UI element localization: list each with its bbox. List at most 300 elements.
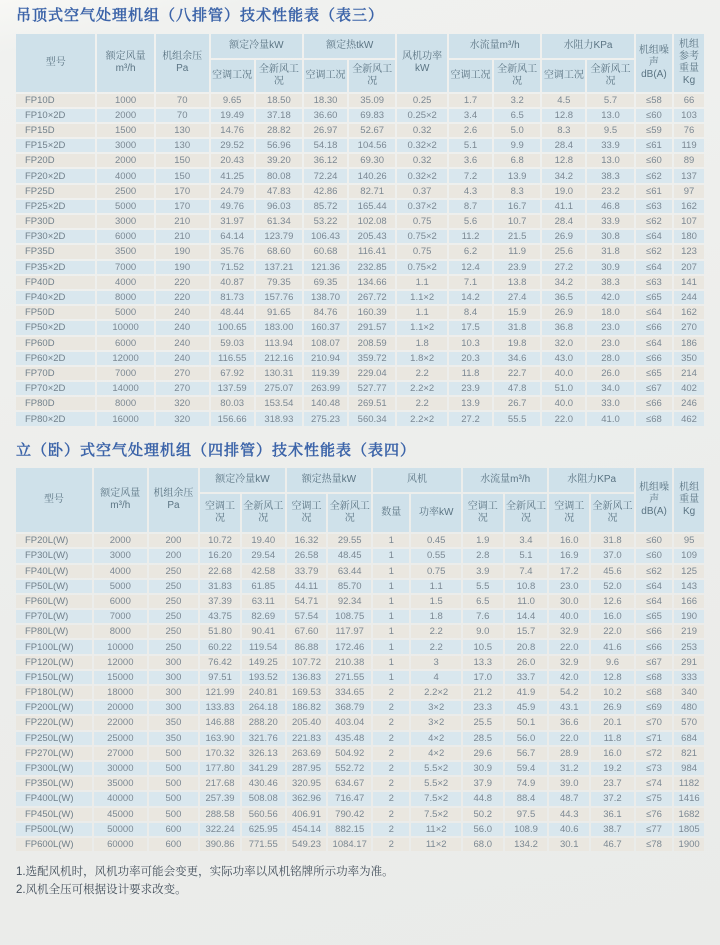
model-cell: FP80L(W) — [16, 625, 92, 638]
header-cell: 机组参考重量 Kg — [674, 34, 704, 92]
value-cell: 8000 — [97, 397, 153, 410]
value-cell: 12.8 — [542, 109, 585, 122]
header-cell: 额定热量kW — [287, 468, 371, 492]
value-cell: 1.5 — [411, 595, 461, 608]
value-cell: 7000 — [94, 610, 147, 623]
value-cell: 270 — [156, 382, 209, 395]
value-cell: 137 — [674, 169, 704, 182]
value-cell: 2.2 — [411, 640, 461, 653]
value-cell: 26.9 — [591, 701, 634, 714]
subheader-cell: 数量 — [373, 494, 409, 532]
value-cell: 240 — [156, 306, 209, 319]
value-cell: 1084.17 — [328, 838, 371, 851]
value-cell: ≤73 — [636, 762, 672, 775]
value-cell: 79.35 — [256, 276, 302, 289]
value-cell: 320 — [156, 397, 209, 410]
value-cell: 141 — [674, 276, 704, 289]
value-cell: 716.47 — [328, 792, 371, 805]
value-cell: 51.80 — [200, 625, 240, 638]
value-cell: 1000 — [97, 94, 153, 107]
value-cell: 527.77 — [349, 382, 395, 395]
value-cell: 150 — [156, 169, 209, 182]
subheader-cell: 全新风工况 — [328, 494, 371, 532]
value-cell: 32.9 — [549, 625, 589, 638]
value-cell: 41.25 — [211, 169, 254, 182]
value-cell: 35000 — [94, 777, 147, 790]
value-cell: 153.54 — [256, 397, 302, 410]
value-cell: 42.0 — [587, 291, 633, 304]
value-cell: 119.39 — [304, 367, 347, 380]
value-cell: 5.1 — [449, 139, 492, 152]
table-row — [16, 716, 704, 729]
value-cell: 5000 — [97, 306, 153, 319]
model-cell: FP30L(W) — [16, 549, 92, 562]
value-cell: 76 — [674, 124, 704, 137]
value-cell: ≤66 — [636, 625, 672, 638]
table-row — [16, 808, 704, 821]
value-cell: 350 — [674, 352, 704, 365]
value-cell: 2000 — [97, 109, 153, 122]
table-row — [16, 139, 704, 152]
value-cell: 36.6 — [549, 716, 589, 729]
value-cell: 3.4 — [449, 109, 492, 122]
value-cell: 2000 — [97, 154, 153, 167]
value-cell: 121.36 — [304, 261, 347, 274]
value-cell: ≤65 — [636, 610, 672, 623]
value-cell: 821 — [674, 747, 704, 760]
value-cell: 244 — [674, 291, 704, 304]
subheader-cell: 空调工况 — [304, 60, 347, 92]
subheader-cell: 全新风工况 — [349, 60, 395, 92]
value-cell: 9.9 — [494, 139, 540, 152]
value-cell: 36.60 — [304, 109, 347, 122]
value-cell: 549.23 — [287, 838, 327, 851]
value-cell: 64.14 — [211, 230, 254, 243]
value-cell: ≤66 — [636, 640, 672, 653]
value-cell: 1 — [373, 565, 409, 578]
value-cell: 0.32 — [397, 154, 447, 167]
value-cell: 31.2 — [549, 762, 589, 775]
table-row — [16, 549, 704, 562]
value-cell: ≤64 — [636, 230, 672, 243]
table-row — [16, 580, 704, 593]
value-cell: 24.79 — [211, 185, 254, 198]
value-cell: 38.3 — [587, 276, 633, 289]
value-cell: 137.59 — [211, 382, 254, 395]
value-cell: 7.6 — [463, 610, 503, 623]
value-cell: 30.1 — [549, 838, 589, 851]
table-row — [16, 109, 704, 122]
table-row — [16, 565, 704, 578]
subheader-cell: 空调工况 — [287, 494, 327, 532]
value-cell: 29.55 — [328, 534, 371, 547]
value-cell: 10.72 — [200, 534, 240, 547]
table-row — [16, 747, 704, 760]
table-row — [16, 215, 704, 228]
value-cell: 38.3 — [587, 169, 633, 182]
value-cell: 42.58 — [242, 565, 285, 578]
value-cell: 4000 — [97, 276, 153, 289]
value-cell: 1.1 — [411, 580, 461, 593]
value-cell: 240 — [156, 337, 209, 350]
value-cell: 271.55 — [328, 671, 371, 684]
value-cell: 30.0 — [549, 595, 589, 608]
value-cell: 3.2 — [494, 94, 540, 107]
value-cell: 70 — [156, 94, 209, 107]
value-cell: 4000 — [94, 565, 147, 578]
value-cell: 97 — [674, 185, 704, 198]
value-cell: 250 — [149, 640, 199, 653]
value-cell: 5.7 — [587, 94, 633, 107]
subheader-cell: 全新风工况 — [591, 494, 634, 532]
value-cell: 14.76 — [211, 124, 254, 137]
value-cell: 180 — [674, 230, 704, 243]
value-cell: 8.3 — [494, 185, 540, 198]
value-cell: 37.2 — [591, 792, 634, 805]
header-cell: 风机功率 kW — [397, 34, 447, 92]
value-cell: 0.32×2 — [397, 139, 447, 152]
model-cell: FP40D — [16, 276, 95, 289]
value-cell: 462 — [674, 412, 704, 425]
value-cell: 160.39 — [349, 306, 395, 319]
value-cell: 96.03 — [256, 200, 302, 213]
value-cell: 221.83 — [287, 732, 327, 745]
value-cell: 17.0 — [463, 671, 503, 684]
value-cell: 2000 — [94, 534, 147, 547]
value-cell: ≤76 — [636, 808, 672, 821]
value-cell: 291 — [674, 656, 704, 669]
value-cell: 240 — [156, 352, 209, 365]
table3-title: 吊顶式空气处理机组（八排管）技术性能表（表三） — [16, 7, 385, 24]
value-cell: 48.44 — [211, 306, 254, 319]
value-cell: 102.08 — [349, 215, 395, 228]
value-cell: 16.7 — [494, 200, 540, 213]
value-cell: 26.97 — [304, 124, 347, 137]
model-cell: FP60D — [16, 337, 95, 350]
value-cell: 2 — [373, 777, 409, 790]
value-cell: 20.1 — [591, 716, 634, 729]
value-cell: 41.6 — [591, 640, 634, 653]
value-cell: 60.22 — [200, 640, 240, 653]
value-cell: 3000 — [97, 215, 153, 228]
table-row — [16, 792, 704, 805]
value-cell: 40.0 — [542, 397, 585, 410]
value-cell: ≤62 — [636, 169, 672, 182]
header-cell: 额定热tkW — [304, 34, 395, 58]
value-cell: 170 — [156, 185, 209, 198]
model-cell: FP400L(W) — [16, 792, 92, 805]
value-cell: 30.8 — [587, 230, 633, 243]
value-cell: 430.46 — [242, 777, 285, 790]
value-cell: 56.7 — [505, 747, 548, 760]
table-row — [16, 412, 704, 425]
table-row — [16, 671, 704, 684]
value-cell: 88.4 — [505, 792, 548, 805]
value-cell: 27000 — [94, 747, 147, 760]
value-cell: 500 — [149, 777, 199, 790]
value-cell: ≤58 — [636, 94, 672, 107]
value-cell: 28.4 — [542, 215, 585, 228]
value-cell: 9.5 — [587, 124, 633, 137]
table-row — [16, 367, 704, 380]
model-cell: FP20×2D — [16, 169, 95, 182]
subheader-cell: 空调工况 — [542, 60, 585, 92]
model-cell: FP35D — [16, 245, 95, 258]
model-cell: FP25D — [16, 185, 95, 198]
table-row — [16, 200, 704, 213]
value-cell: 44.11 — [287, 580, 327, 593]
value-cell: 67.92 — [211, 367, 254, 380]
value-cell: 26.9 — [542, 306, 585, 319]
value-cell: 23.2 — [587, 185, 633, 198]
value-cell: 3500 — [97, 245, 153, 258]
value-cell: 70 — [156, 109, 209, 122]
value-cell: 4.5 — [542, 94, 585, 107]
value-cell: 54.71 — [287, 595, 327, 608]
value-cell: 107 — [674, 215, 704, 228]
value-cell: 250 — [149, 580, 199, 593]
value-cell: 2 — [373, 747, 409, 760]
value-cell: 37.9 — [463, 777, 503, 790]
value-cell: 63.11 — [242, 595, 285, 608]
value-cell: 140.26 — [349, 169, 395, 182]
value-cell: 20000 — [94, 701, 147, 714]
value-cell: 27.2 — [449, 412, 492, 425]
value-cell: 12.8 — [542, 154, 585, 167]
value-cell: 8.7 — [449, 200, 492, 213]
value-cell: 0.75×2 — [397, 261, 447, 274]
model-cell: FP300L(W) — [16, 762, 92, 775]
value-cell: 3000 — [94, 549, 147, 562]
table-row — [16, 640, 704, 653]
value-cell: 264.18 — [242, 701, 285, 714]
value-cell: 7.5×2 — [411, 808, 461, 821]
value-cell: 1.8×2 — [397, 352, 447, 365]
value-cell: 504.92 — [328, 747, 371, 760]
value-cell: 146.88 — [200, 716, 240, 729]
model-cell: FP50L(W) — [16, 580, 92, 593]
value-cell: 31.97 — [211, 215, 254, 228]
value-cell: 69.35 — [304, 276, 347, 289]
value-cell: 37.18 — [256, 109, 302, 122]
value-cell: 56.0 — [463, 823, 503, 836]
value-cell: 35.09 — [349, 94, 395, 107]
value-cell: 882.15 — [328, 823, 371, 836]
value-cell: 36.8 — [542, 321, 585, 334]
value-cell: ≤66 — [636, 397, 672, 410]
value-cell: ≤64 — [636, 580, 672, 593]
value-cell: 25000 — [94, 732, 147, 745]
value-cell: 270 — [674, 321, 704, 334]
value-cell: 28.82 — [256, 124, 302, 137]
value-cell: 40000 — [94, 792, 147, 805]
value-cell: 30.9 — [463, 762, 503, 775]
value-cell: 300 — [149, 686, 199, 699]
value-cell: 31.8 — [591, 534, 634, 547]
value-cell: 3 — [411, 656, 461, 669]
header-cell: 机组噪声 dB(A) — [636, 468, 672, 532]
header-cell: 型号 — [16, 34, 95, 92]
value-cell: 40.6 — [549, 823, 589, 836]
table-row — [16, 732, 704, 745]
value-cell: ≤64 — [636, 337, 672, 350]
value-cell: 1 — [373, 549, 409, 562]
value-cell: 208.59 — [349, 337, 395, 350]
model-cell: FP20L(W) — [16, 534, 92, 547]
value-cell: 43.75 — [200, 610, 240, 623]
value-cell: 6.5 — [494, 109, 540, 122]
subheader-cell: 全新风工况 — [494, 60, 540, 92]
value-cell: 23.7 — [591, 777, 634, 790]
value-cell: 5.5 — [463, 580, 503, 593]
value-cell: 2.2×2 — [397, 412, 447, 425]
value-cell: 26.0 — [587, 367, 633, 380]
value-cell: 41.1 — [542, 200, 585, 213]
value-cell: 51.0 — [542, 382, 585, 395]
value-cell: 1.9 — [463, 534, 503, 547]
value-cell: 44.3 — [549, 808, 589, 821]
value-cell: 320.95 — [287, 777, 327, 790]
value-cell: 56.0 — [505, 732, 548, 745]
value-cell: 18.50 — [256, 94, 302, 107]
value-cell: 11.8 — [449, 367, 492, 380]
value-cell: 28.9 — [549, 747, 589, 760]
value-cell: 0.37×2 — [397, 200, 447, 213]
header-cell: 额定冷量kW — [211, 34, 302, 58]
value-cell: 183.00 — [256, 321, 302, 334]
value-cell: 300 — [149, 701, 199, 714]
value-cell: 1 — [373, 534, 409, 547]
header-cell: 机组重量 Kg — [674, 468, 704, 532]
value-cell: 34.0 — [587, 382, 633, 395]
value-cell: 117.97 — [328, 625, 371, 638]
table-row — [16, 625, 704, 638]
value-cell: 71.52 — [211, 261, 254, 274]
value-cell: 150 — [156, 154, 209, 167]
value-cell: 3.6 — [449, 154, 492, 167]
value-cell: 10.3 — [449, 337, 492, 350]
value-cell: ≤66 — [636, 321, 672, 334]
value-cell: 33.0 — [587, 397, 633, 410]
value-cell: 320 — [156, 412, 209, 425]
value-cell: 23.9 — [494, 261, 540, 274]
value-cell: 9.65 — [211, 94, 254, 107]
value-cell: 21.5 — [494, 230, 540, 243]
value-cell: 13.9 — [449, 397, 492, 410]
value-cell: 46.7 — [591, 838, 634, 851]
value-cell: 560.56 — [242, 808, 285, 821]
value-cell: 600 — [149, 838, 199, 851]
value-cell: 341.29 — [242, 762, 285, 775]
model-cell: FP10D — [16, 94, 95, 107]
value-cell: 67.60 — [287, 625, 327, 638]
value-cell: 123 — [674, 245, 704, 258]
value-cell: 7.1 — [449, 276, 492, 289]
value-cell: 107.72 — [287, 656, 327, 669]
value-cell: 10.5 — [463, 640, 503, 653]
value-cell: 2500 — [97, 185, 153, 198]
model-cell: FP180L(W) — [16, 686, 92, 699]
value-cell: 326.13 — [242, 747, 285, 760]
value-cell: 6.8 — [494, 154, 540, 167]
value-cell: 4×2 — [411, 747, 461, 760]
value-cell: 250 — [149, 595, 199, 608]
value-cell: 162 — [674, 306, 704, 319]
value-cell: 190 — [674, 610, 704, 623]
footnotes — [16, 864, 706, 900]
value-cell: 288.58 — [200, 808, 240, 821]
value-cell: 350 — [149, 732, 199, 745]
value-cell: 100.65 — [211, 321, 254, 334]
value-cell: 16000 — [97, 412, 153, 425]
value-cell: 0.75 — [397, 215, 447, 228]
value-cell: 47.8 — [494, 382, 540, 395]
value-cell: 186 — [674, 337, 704, 350]
value-cell: 2 — [373, 732, 409, 745]
value-cell: 14000 — [97, 382, 153, 395]
value-cell: 5000 — [97, 200, 153, 213]
value-cell: 13.0 — [587, 154, 633, 167]
value-cell: 11×2 — [411, 823, 461, 836]
value-cell: 1.1 — [397, 306, 447, 319]
value-cell: 52.0 — [591, 580, 634, 593]
value-cell: 333 — [674, 671, 704, 684]
footnote-2: 2.风机全压可根据设计要求改变。 — [16, 883, 187, 896]
value-cell: 10.7 — [494, 215, 540, 228]
value-cell: 56.96 — [256, 139, 302, 152]
model-cell: FP250L(W) — [16, 732, 92, 745]
value-cell: 170.32 — [200, 747, 240, 760]
value-cell: 18.0 — [587, 306, 633, 319]
value-cell: 22.0 — [549, 640, 589, 653]
value-cell: 23.0 — [587, 337, 633, 350]
value-cell: 3×2 — [411, 716, 461, 729]
value-cell: 136.83 — [287, 671, 327, 684]
value-cell: 0.32 — [397, 124, 447, 137]
table-row — [16, 610, 704, 623]
value-cell: 1.1×2 — [397, 321, 447, 334]
value-cell: 97.51 — [200, 671, 240, 684]
table-row — [16, 823, 704, 836]
value-cell: 3.9 — [463, 565, 503, 578]
value-cell: 45000 — [94, 808, 147, 821]
value-cell: 23.0 — [587, 321, 633, 334]
value-cell: 86.88 — [287, 640, 327, 653]
table-row — [16, 276, 704, 289]
value-cell: 84.76 — [304, 306, 347, 319]
value-cell: 23.3 — [463, 701, 503, 714]
model-cell: FP70L(W) — [16, 610, 92, 623]
value-cell: 90.41 — [242, 625, 285, 638]
value-cell: 2 — [373, 808, 409, 821]
model-cell: FP30D — [16, 215, 95, 228]
value-cell: 625.95 — [242, 823, 285, 836]
value-cell: 5.5×2 — [411, 762, 461, 775]
value-cell: 10000 — [97, 321, 153, 334]
value-cell: 39.20 — [256, 154, 302, 167]
value-cell: 334.65 — [328, 686, 371, 699]
table3-section — [14, 6, 706, 428]
value-cell: 22.0 — [549, 732, 589, 745]
value-cell: 172.46 — [328, 640, 371, 653]
table-row — [16, 230, 704, 243]
value-cell: 684 — [674, 732, 704, 745]
value-cell: 12000 — [94, 656, 147, 669]
model-cell: FP50×2D — [16, 321, 95, 334]
value-cell: 1.8 — [397, 337, 447, 350]
model-cell: FP35×2D — [16, 261, 95, 274]
value-cell: 12.4 — [449, 261, 492, 274]
